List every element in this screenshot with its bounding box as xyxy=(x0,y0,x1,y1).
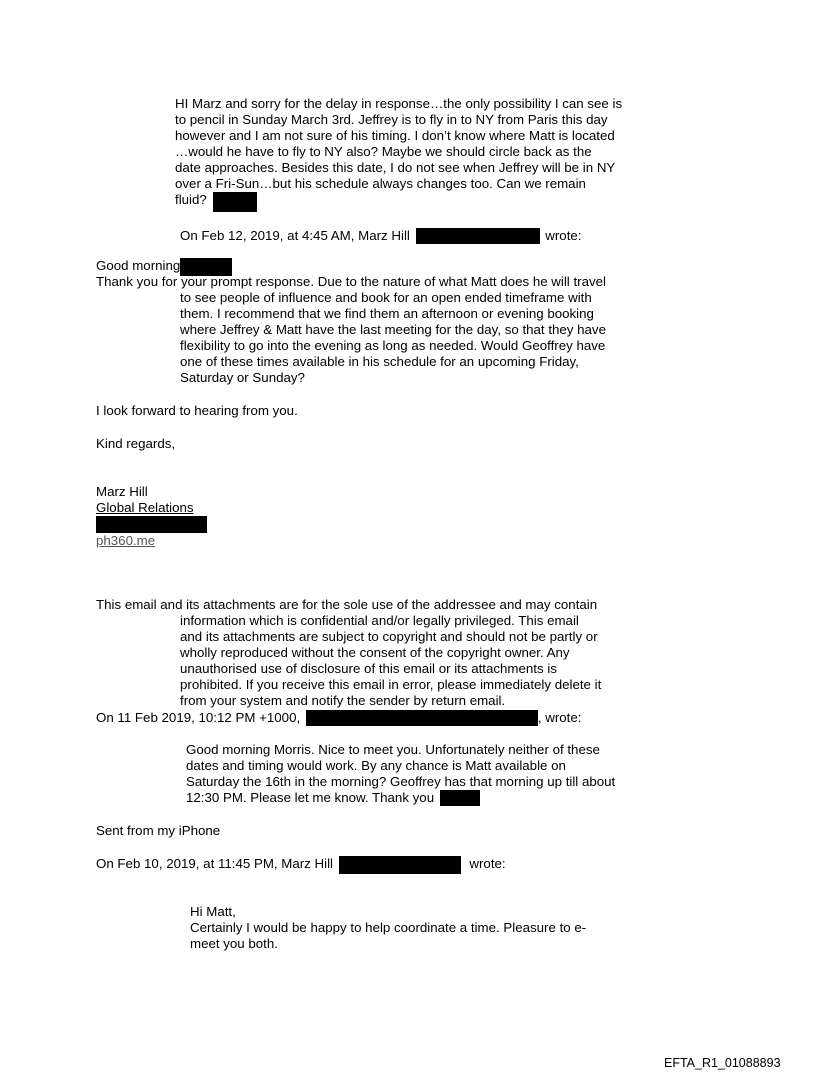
text-line xyxy=(186,790,615,806)
reply-message-1 xyxy=(175,96,622,212)
text-line: to pencil in Sunday March 3rd. Jeffrey is to fly in to NY from Paris this day xyxy=(175,112,608,127)
text-line: and its attachments are subject to copyright and should not be partly or xyxy=(180,629,598,644)
document-id: EFTA_R1_01088893 xyxy=(664,1056,781,1070)
email-header-2 xyxy=(96,710,581,726)
text-line: one of these times available in his schedule for an upcoming Friday, xyxy=(180,354,579,369)
sent-from-line: Sent from my iPhone xyxy=(96,823,221,838)
text-line: unauthorised use of disclosure of this email or its attachments is xyxy=(180,661,557,676)
header-text: On Feb 12, 2019, at 4:45 AM, Marz Hill xyxy=(180,228,410,243)
text-line: prohibited. If you receive this email in error, please immediately delete it xyxy=(180,677,602,692)
redaction-box xyxy=(339,856,461,874)
text-line: Hi Matt, xyxy=(190,904,236,919)
disclaimer-body xyxy=(180,613,601,709)
text-line: meet you both. xyxy=(190,936,278,951)
text-line: HI Marz and sorry for the delay in response…the only possibility I can see is xyxy=(175,96,623,111)
text-line: flexibility to go into the evening as long as needed. Would Geoffrey have xyxy=(180,338,606,353)
text-fragment: fluid? xyxy=(175,192,207,207)
signature-title: Global Relations xyxy=(96,500,194,515)
text-line xyxy=(175,192,622,212)
text-line: Certainly I would be happy to help coordinate a time. Pleasure to e- xyxy=(190,920,587,935)
regards-line: Kind regards, xyxy=(96,436,176,451)
email-header-1 xyxy=(180,228,581,244)
header-text: wrote: xyxy=(545,228,582,243)
message-1-first-line: Thank you for your prompt response. Due to the nature of what Matt does he will travel xyxy=(96,274,606,289)
greeting-text: Good morning xyxy=(96,258,181,273)
message-1-body xyxy=(180,290,606,386)
text-fragment: 12:30 PM. Please let me know. Thank you xyxy=(186,790,435,805)
text-line: dates and timing would work. By any chance is Matt available on xyxy=(186,758,566,773)
look-forward-line: I look forward to hearing from you. xyxy=(96,403,298,418)
text-line: wholly reproduced without the consent of the copyright owner. Any xyxy=(180,645,570,660)
header-text: On 11 Feb 2019, 10:12 PM +1000, xyxy=(96,710,301,725)
text-line: from your system and notify the sender by return email. xyxy=(180,693,506,708)
text-line: …would he have to fly to NY also? Maybe we should circle back as the xyxy=(175,144,592,159)
text-line: information which is confidential and/or legally privileged. This email xyxy=(180,613,579,628)
email-header-3 xyxy=(96,856,506,874)
redaction-box xyxy=(416,228,540,244)
redaction-box xyxy=(213,192,257,212)
text-line: Saturday the 16th in the morning? Geoffrey has that morning up till about xyxy=(186,774,616,789)
text-line: date approaches. Besides this date, I do not see when Jeffrey will be in NY xyxy=(175,160,616,175)
message-3-body xyxy=(190,904,586,952)
text-line: over a Fri-Sun…but his schedule always changes too. Can we remain xyxy=(175,176,586,191)
redaction-box xyxy=(440,790,480,806)
text-line: Good morning Morris. Nice to meet you. Unfortunately neither of these xyxy=(186,742,600,757)
message-2-body xyxy=(186,742,615,806)
text-line: them. I recommend that we find them an afternoon or evening booking xyxy=(180,306,594,321)
header-text: wrote: xyxy=(469,856,506,871)
text-line: however and I am not sure of his timing. I don’t know where Matt is located xyxy=(175,128,615,143)
text-line: where Jeffrey & Matt have the last meeting for the day, so that they have xyxy=(180,322,606,337)
redaction-box xyxy=(96,516,207,533)
text-line: Saturday or Sunday? xyxy=(180,370,305,385)
disclaimer-first-line: This email and its attachments are for the sole use of the addressee and may contain xyxy=(96,597,598,612)
header-text: , wrote: xyxy=(537,710,582,725)
text-line: to see people of influence and book for an open ended timeframe with xyxy=(180,290,592,305)
signature-link[interactable]: ph360.me xyxy=(96,533,156,548)
redaction-box xyxy=(306,710,538,726)
header-text: On Feb 10, 2019, at 11:45 PM, Marz Hill xyxy=(96,856,333,871)
signature-name: Marz Hill xyxy=(96,484,148,499)
